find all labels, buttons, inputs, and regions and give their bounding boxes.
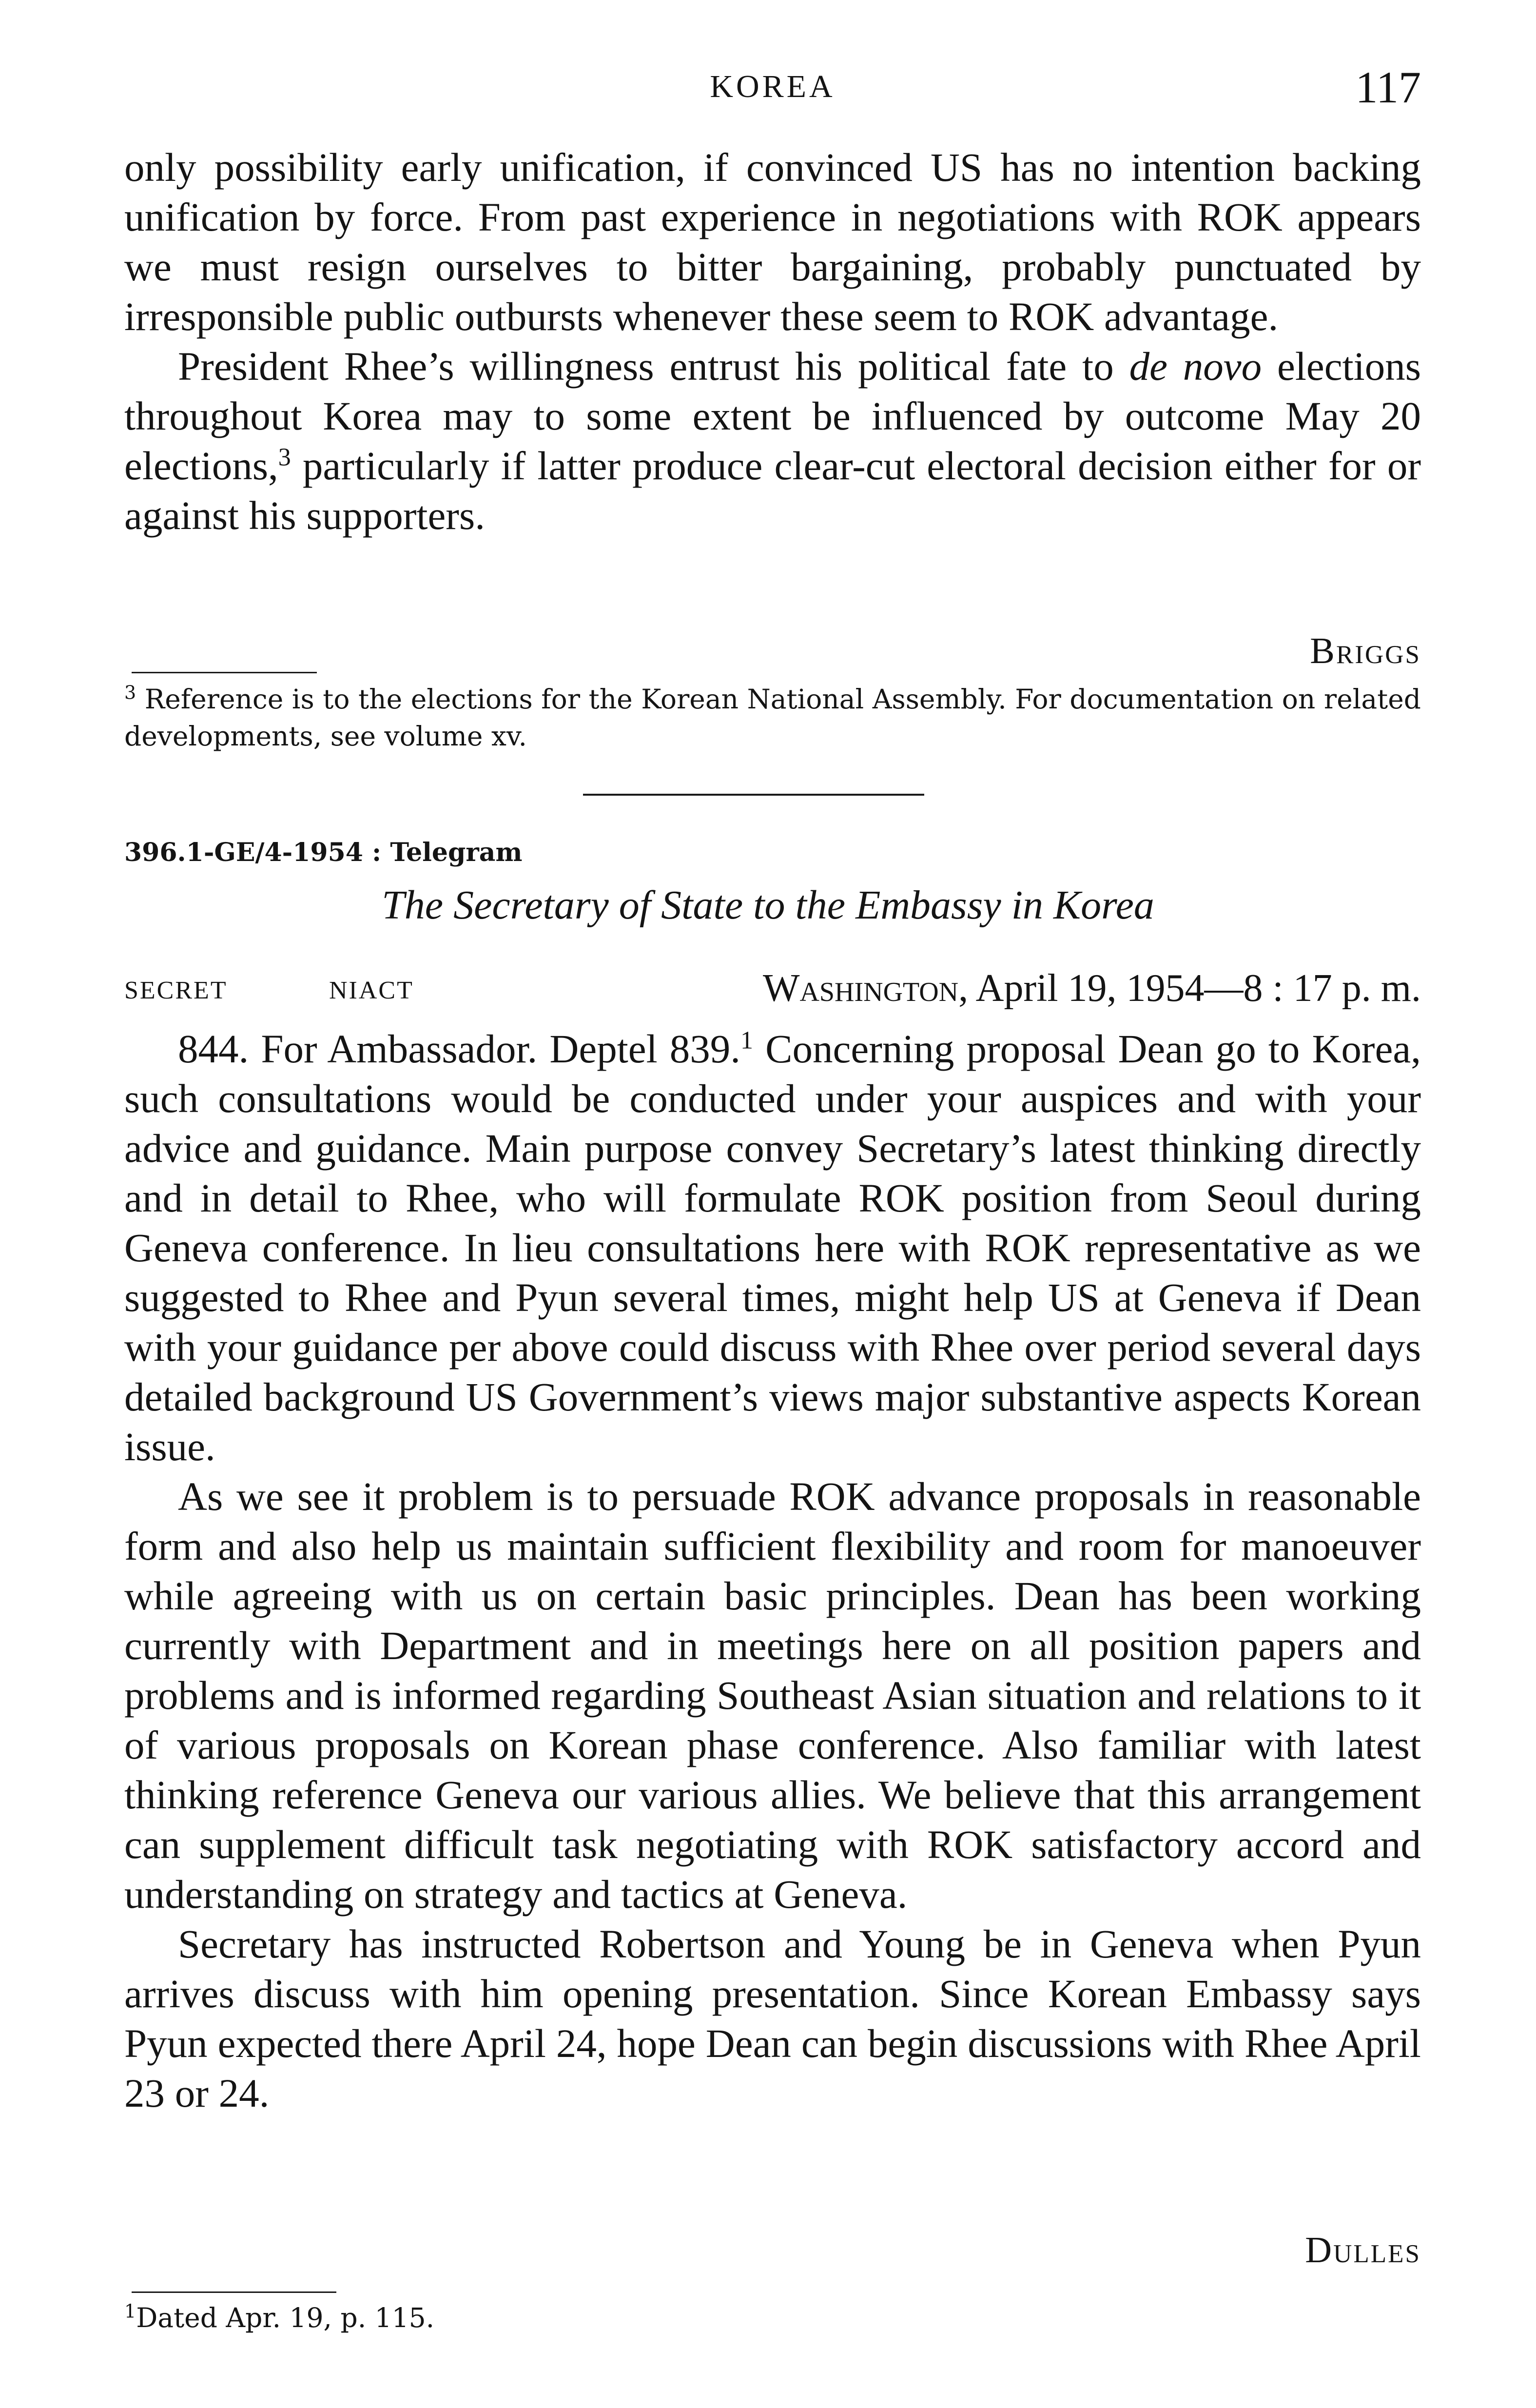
precedence: NIACT <box>329 977 414 1004</box>
footnote-rule <box>132 672 317 673</box>
document-meta <box>124 966 1421 1020</box>
paragraph <box>124 1024 1421 1471</box>
text-run: particularly if latter produce clear-cut electoral decision either for or against his supporters. <box>124 443 1421 538</box>
footnote <box>124 2299 1421 2336</box>
text-run: 844. For Ambassador. Deptel 839. <box>178 1026 741 1071</box>
footnote <box>124 681 1421 755</box>
footnote-reference: 1 <box>740 1026 754 1055</box>
paragraph <box>124 341 1421 540</box>
paragraph: only possibility early unification, if convinced US has no intention backing unification by force. From past experience in negotiations with ROK appears we must resign ourselves to bitter bargaining, probably punctuated by irresponsible public outbursts whenever these seem to ROK advantage. <box>124 145 1421 339</box>
dateline-city: Washington <box>762 967 959 1010</box>
dateline-date: , April 19, 1954—8 : 17 p. m. <box>958 967 1421 1010</box>
footnote-text: Reference is to the elections for the Korean National Assembly. For documentation on related developments, see volume xv. <box>124 684 1421 752</box>
footnote-marker: 3 <box>124 682 136 704</box>
page-number: 117 <box>1355 62 1421 112</box>
running-head: KOREA <box>710 69 836 104</box>
paragraph: Secretary has instructed Robertson and Young be in Geneva when Pyun arrives discuss with him opening presentation. Since Korean Embassy says Pyun expected there April 24, hope Dean can begin discussions with Rhee April 23 or 24. <box>124 1921 1421 2115</box>
text-run: Concerning proposal Dean go to Korea, such consultations would be conducted under your auspices and with your advice and guidance. Main purpose convey Secretary’s latest thinking directly and in detail to Rhee, who will formulate ROK position from Seoul during Geneva conference. In lieu consultations here with ROK representative as we suggested to Rhee and Pyun several times, might help US at Geneva if Dean with your guidance per above could discuss with Rhee over period several days detailed background US Government’s views major substantive aspects Korean issue. <box>124 1026 1421 1469</box>
continued-text <box>124 142 1421 540</box>
footnote-marker: 1 <box>124 2300 136 2322</box>
footnote-rule <box>132 2291 336 2293</box>
document-file-number: 396.1-GE/4-1954 : Telegram <box>124 838 523 867</box>
classification: SECRET <box>124 977 228 1004</box>
document-title: The Secretary of State to the Embassy in Korea <box>382 882 1154 928</box>
signature-briggs: Briggs <box>1310 630 1421 671</box>
text-run: President Rhee’s willingness entrust his political fate to <box>178 344 1129 389</box>
telegram-body <box>124 1024 1421 2118</box>
footnote-reference: 3 <box>278 443 291 471</box>
paragraph: As we see it problem is to persuade ROK advance proposals in reasonable form and also help us maintain sufficient flexibility and room for manoeuver while agreeing with us on certain basic principles. Dean has been working currently with Department and in meetings here on all position papers and problems and is informed regarding Southeast Asian situation and relations to it of various proposals on Korean phase conference. Also familiar with latest thinking reference Geneva our various allies. We believe that this arrangement can supplement difficult task negotiating with ROK satisfactory accord and understanding on strategy and tactics at Geneva. <box>124 1474 1421 1917</box>
text-run: elections throughout Korea may to some extent be influenced by outcome May 20 elections, <box>124 344 1421 488</box>
page-header <box>124 62 1421 117</box>
dateline <box>763 966 1421 1011</box>
italic-phrase: de novo <box>1129 344 1262 389</box>
signature-dulles: Dulles <box>1305 2230 1421 2271</box>
footnote-text: Dated Apr. 19, p. 115. <box>136 2302 435 2333</box>
section-divider <box>583 794 924 796</box>
